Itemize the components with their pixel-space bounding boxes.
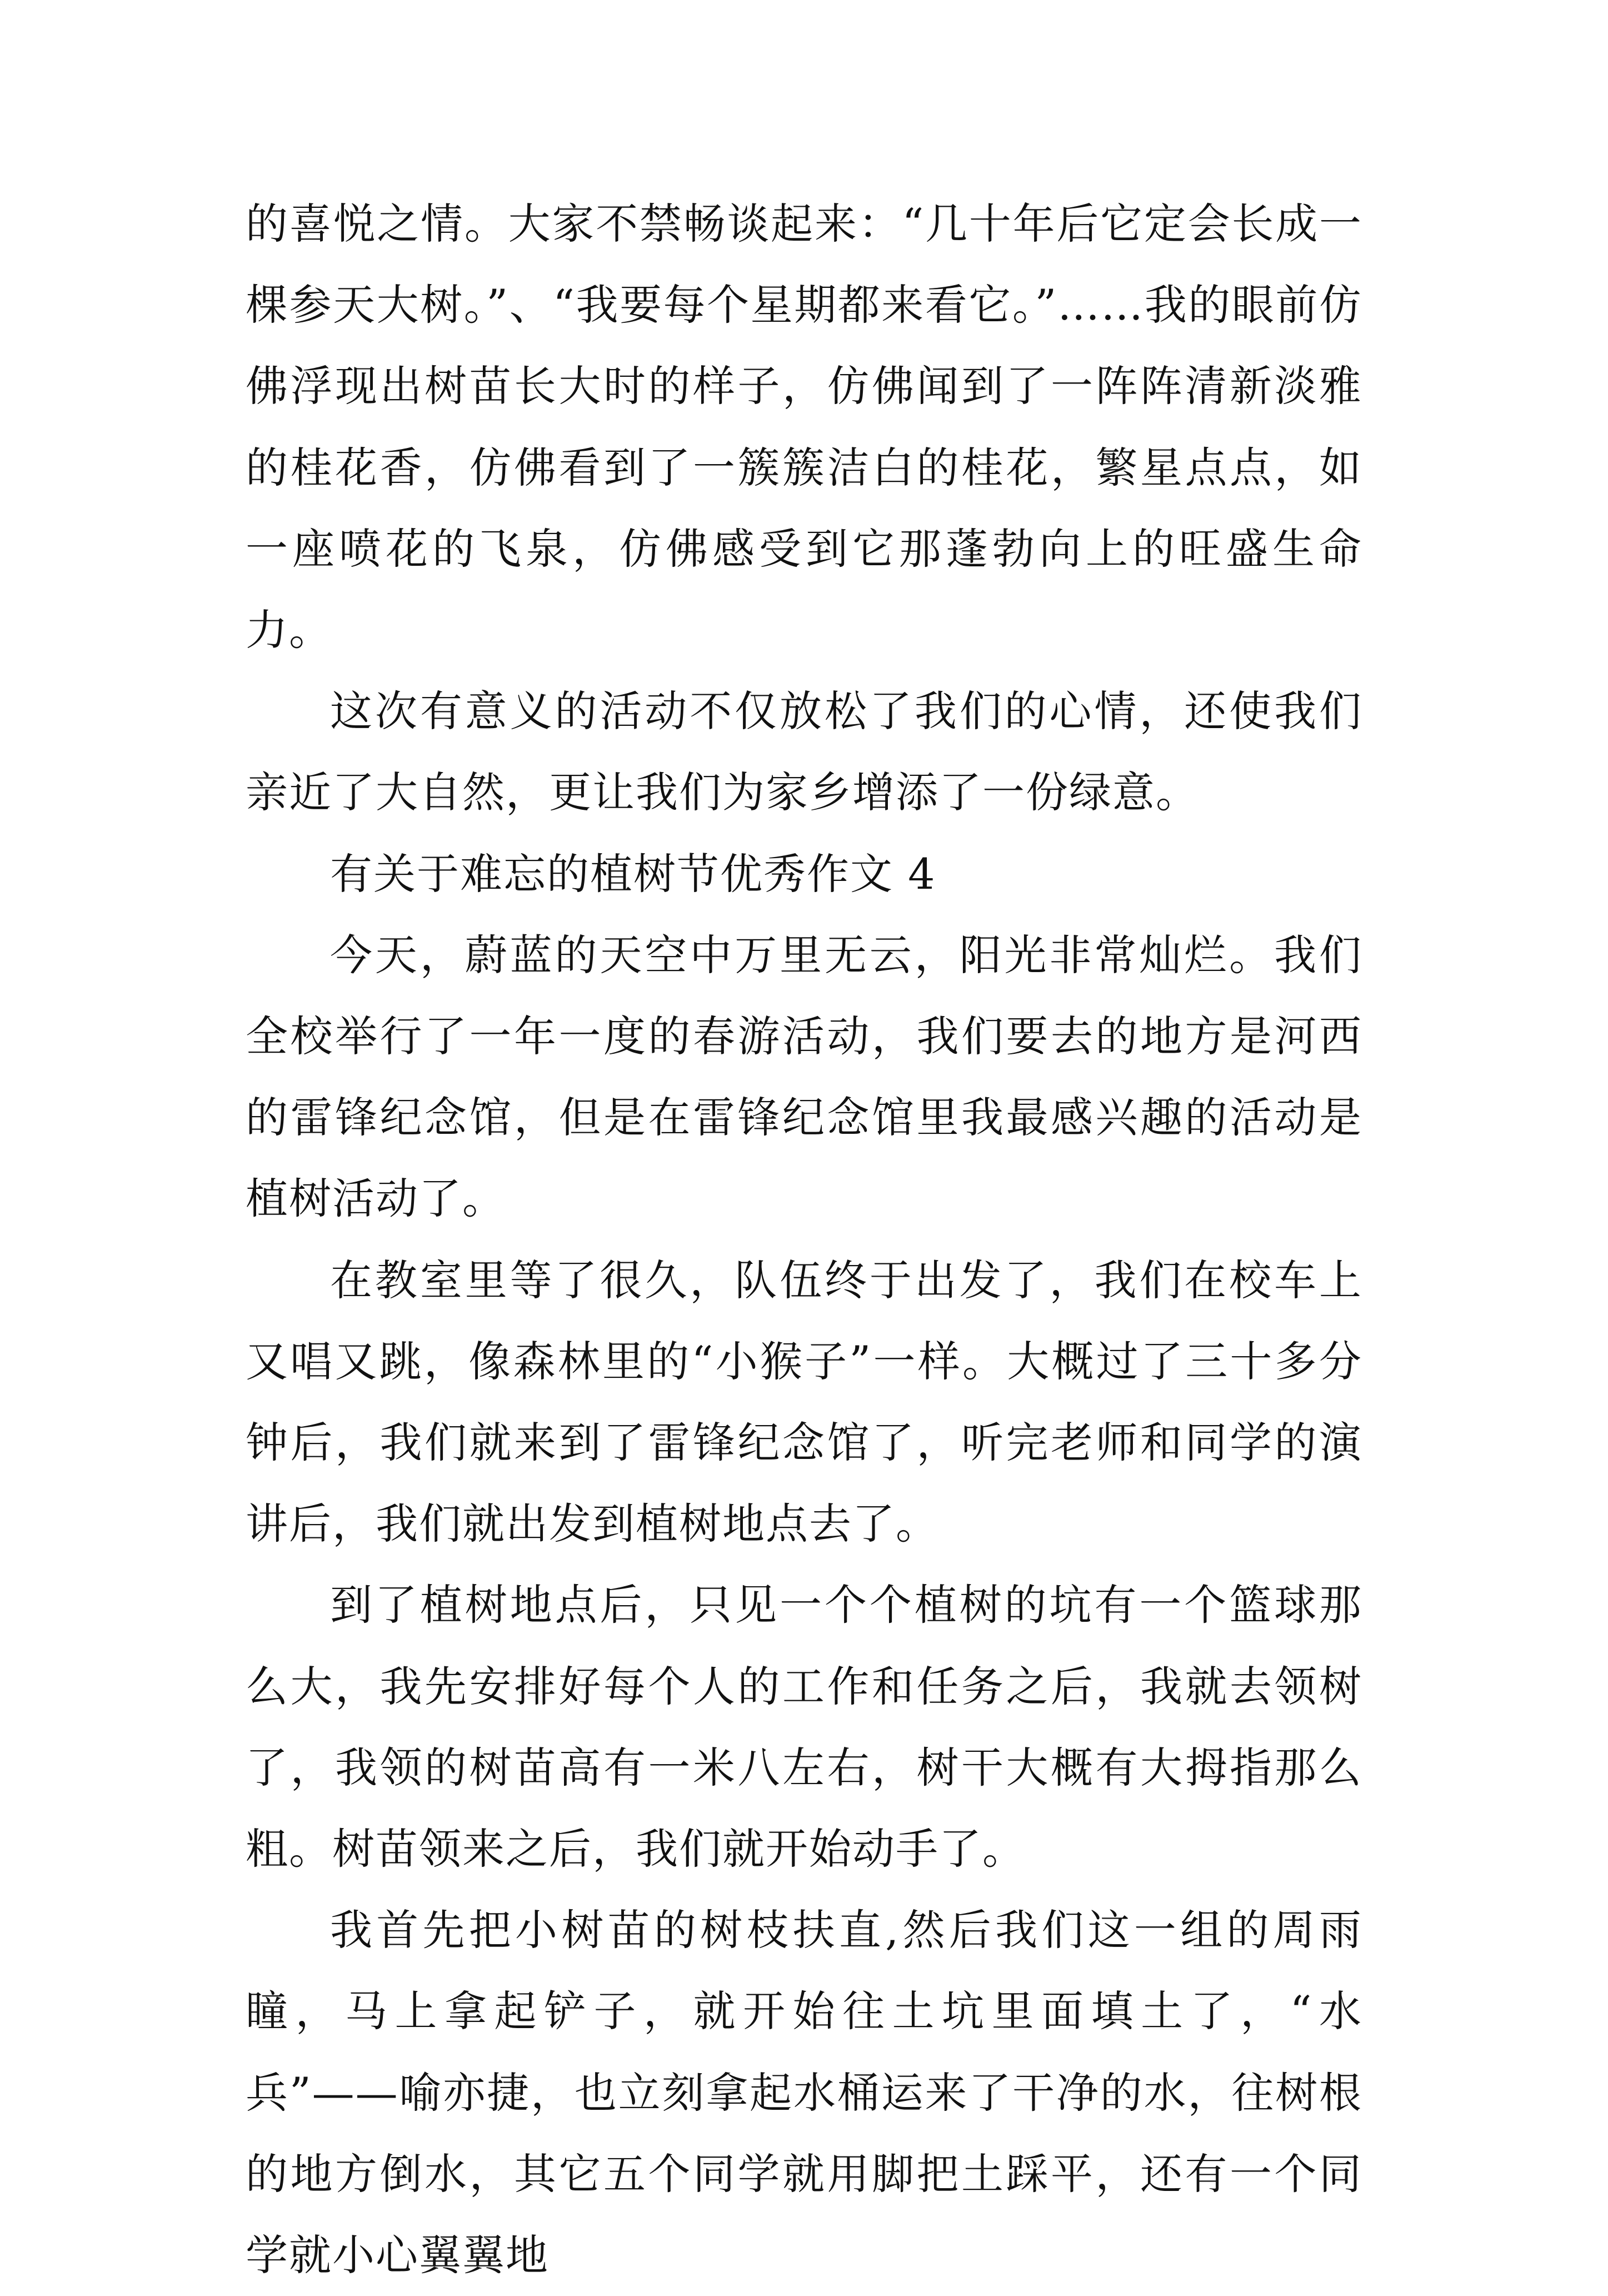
paragraph-3: 今天，蔚蓝的天空中万里无云，阳光非常灿烂。我们全校举行了一年一度的春游活动，我们要去的地方是河西的雷锋纪念馆，但是在雷锋纪念馆里我最感兴趣的活动是植树活动了。	[246, 930, 1362, 1224]
section-heading: 有关于难忘的植树节优秀作文 4	[330, 849, 936, 899]
paragraph-2: 这次有意义的活动不仅放松了我们的心情，还使我们亲近了大自然，更让我们为家乡增添了一份绿意。	[246, 686, 1362, 818]
article-body	[246, 183, 1362, 2296]
paragraph-1: 的喜悦之情。大家不禁畅谈起来：“几十年后它定会长成一棵参天大树。”、“我要每个星期都来看它。”……我的眼前仿佛浮现出树苗长大时的样子，仿佛闻到了一阵阵清新淡雅的桂花香，仿佛看到了一簇簇洁白的桂花，繁星点点，如一座喷花的飞泉，仿佛感受到它那蓬勃向上的旺盛生命力。	[246, 199, 1362, 655]
paragraph-5: 到了植树地点后，只见一个个植树的坑有一个篮球那么大，我先安排好每个人的工作和任务之后，我就去领树了，我领的树苗高有一米八左右，树干大概有大拇指那么粗。树苗领来之后，我们就开始动手了。	[246, 1580, 1362, 1874]
paragraph-4: 在教室里等了很久，队伍终于出发了，我们在校车上又唱又跳，像森林里的“小猴子”一样。大概过了三十多分钟后，我们就来到了雷锋纪念馆了，听完老师和同学的演讲后，我们就出发到植树地点去了。	[246, 1255, 1362, 1549]
paragraph-6: 我首先把小树苗的树枝扶直,然后我们这一组的周雨瞳，马上拿起铲子，就开始往土坑里面填土了，“水兵”——喻亦捷，也立刻拿起水桶运来了干净的水，往树根的地方倒水，其它五个同学就用脚把土踩平，还有一个同学就小心翼翼地	[246, 1905, 1362, 2280]
